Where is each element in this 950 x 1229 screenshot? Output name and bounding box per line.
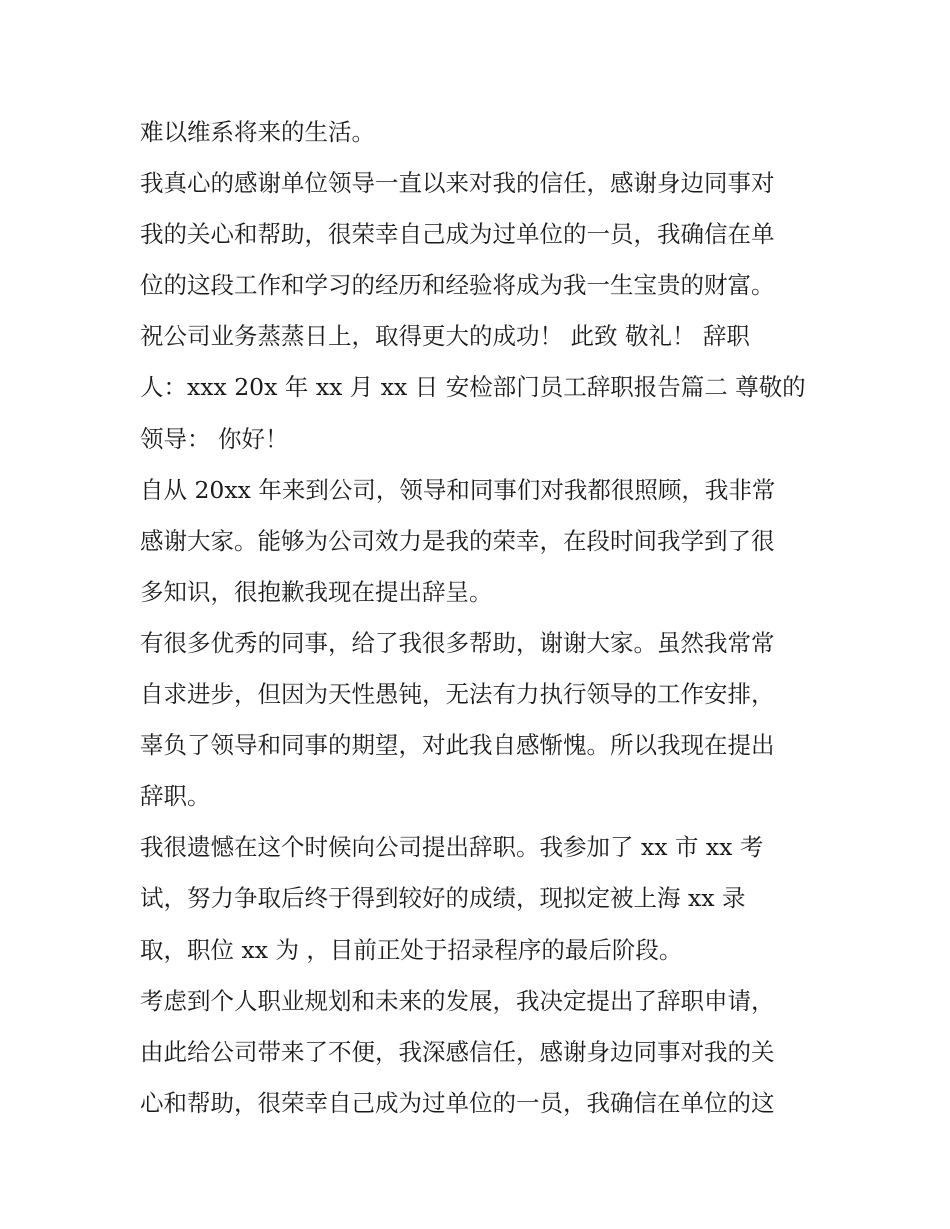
- text-line: 我很遗憾在这个时候向公司提出辞职。我参加了 xx 市 xx 考: [140, 833, 764, 862]
- text-line: 感谢大家。能够为公司效力是我的荣幸，在段时间我学到了很: [140, 526, 775, 555]
- text-line: 我的关心和帮助，很荣幸自己成为过单位的一员，我确信在单: [140, 220, 775, 249]
- text-line: 位的这段工作和学习的经历和经验将成为我一生宝贵的财富。: [140, 271, 775, 300]
- text-line: 难以维系将来的生活。: [140, 118, 375, 146]
- text-line: 考虑到个人职业规划和未来的发展，我决定提出了辞职申请，: [140, 986, 775, 1015]
- text-line: 取，职位 xx 为 ，目前正处于招录程序的最后阶段。: [140, 935, 683, 964]
- text-line: 祝公司业务蒸蒸日上，取得更大的成功！ 此致 敬礼！ 辞职: [140, 322, 750, 351]
- text-line: 试，努力争取后终于得到较好的成绩，现拟定被上海 xx 录: [140, 884, 746, 913]
- text-line: 自求进步，但因为天性愚钝，无法有力执行领导的工作安排，: [140, 680, 775, 709]
- text-line: 由此给公司带来了不便，我深感信任，感谢身边同事对我的关: [140, 1037, 775, 1066]
- document-body: [140, 107, 820, 1129]
- text-line: 心和帮助，很荣幸自己成为过单位的一员，我确信在单位的这: [140, 1088, 775, 1117]
- text-line: 人：xxx 20x 年 xx 月 xx 日 安检部门员工辞职报告篇二 尊敬的: [140, 373, 806, 402]
- text-line: 辜负了领导和同事的期望，对此我自感惭愧。所以我现在提出: [140, 731, 775, 760]
- text-line: 辞职。: [140, 782, 211, 811]
- text-line: 自从 20xx 年来到公司，领导和同事们对我都很照顾，我非常: [140, 475, 776, 504]
- text-line: 有很多优秀的同事，给了我很多帮助，谢谢大家。虽然我常常: [140, 628, 775, 657]
- text-line: 我真心的感谢单位领导一直以来对我的信任，感谢身边同事对: [140, 169, 775, 198]
- text-line: 领导： 你好！: [140, 424, 289, 453]
- text-line: 多知识，很抱歉我现在提出辞呈。: [140, 577, 493, 606]
